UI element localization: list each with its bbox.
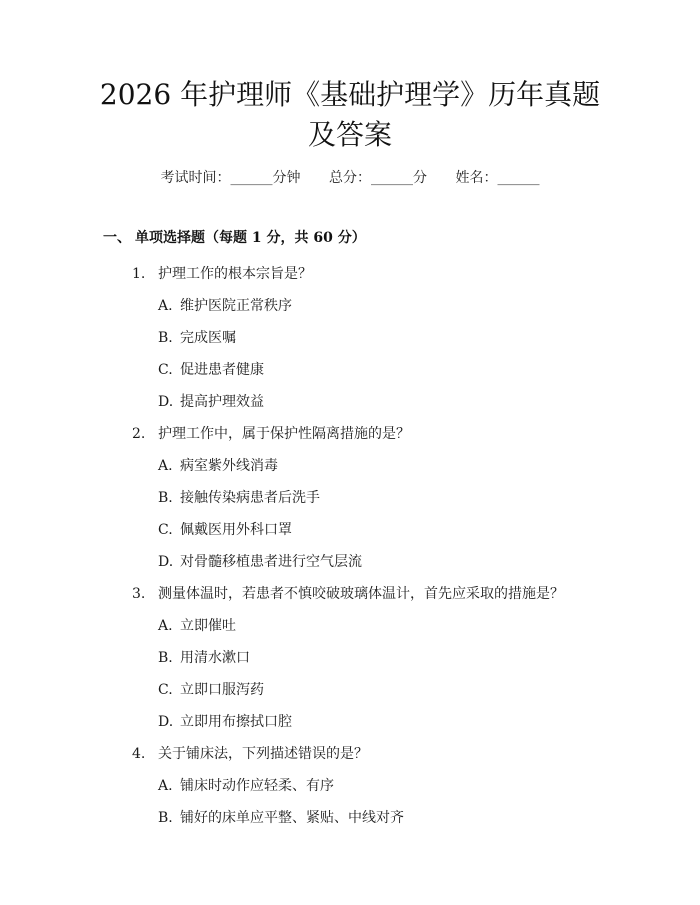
option-item [0, 610, 700, 642]
option-letter: C. [158, 362, 173, 378]
section-number: 一、 [103, 230, 131, 246]
option-letter: B. [158, 490, 173, 506]
question-number: 1. [132, 266, 146, 282]
option-text: 完成医嘱 [180, 330, 236, 346]
question-number: 2. [132, 426, 146, 442]
option-text: 铺好的床单应平整、紧贴、中线对齐 [180, 810, 404, 826]
section-title: 单项选择题（每题 1 分，共 60 分） [135, 230, 366, 246]
option-item [0, 482, 700, 514]
option-text: 接触传染病患者后洗手 [180, 490, 320, 506]
option-letter: B. [158, 330, 173, 346]
section-heading [103, 228, 366, 248]
option-letter: D. [158, 714, 174, 730]
document-title: 2026 年护理师《基础护理学》历年真题及答案 [99, 78, 601, 151]
option-item [0, 546, 700, 578]
option-text: 立即口服泻药 [180, 682, 264, 698]
option-letter: A. [158, 618, 173, 634]
option-text: 立即用布擦拭口腔 [180, 714, 292, 730]
option-letter: C. [158, 682, 173, 698]
question-text: 护理工作中，属于保护性隔离措施的是？ [158, 426, 410, 442]
option-item [0, 674, 700, 706]
total-score-field: 总分：______分 [329, 170, 427, 186]
option-text: 提高护理效益 [180, 394, 264, 410]
option-letter: A. [158, 778, 173, 794]
option-item [0, 642, 700, 674]
option-text: 铺床时动作应轻柔、有序 [180, 778, 334, 794]
option-item [0, 706, 700, 738]
option-letter: D. [158, 554, 174, 570]
question-item [0, 578, 700, 610]
option-letter: C. [158, 522, 173, 538]
question-text: 关于铺床法，下列描述错误的是？ [158, 746, 368, 762]
question-item [0, 738, 700, 770]
option-letter: B. [158, 650, 173, 666]
question-number: 4. [132, 746, 146, 762]
option-text: 维护医院正常秩序 [180, 298, 292, 314]
name-field: 姓名：______ [455, 170, 540, 186]
option-letter: A. [158, 298, 173, 314]
option-item [0, 354, 700, 386]
question-list [0, 258, 700, 834]
option-item [0, 386, 700, 418]
question-text: 测量体温时，若患者不慎咬破玻璃体温计，首先应采取的措施是？ [158, 586, 564, 602]
exam-time-field: 考试时间：______分钟 [160, 170, 301, 186]
option-item [0, 322, 700, 354]
option-text: 佩戴医用外科口罩 [180, 522, 292, 538]
question-item [0, 418, 700, 450]
question-number: 3. [132, 586, 146, 602]
option-item [0, 450, 700, 482]
option-text: 病室紫外线消毒 [180, 458, 278, 474]
option-letter: D. [158, 394, 174, 410]
option-text: 用清水漱口 [180, 650, 250, 666]
option-item [0, 802, 700, 834]
option-text: 对骨髓移植患者进行空气层流 [180, 554, 362, 570]
option-item [0, 770, 700, 802]
option-item [0, 290, 700, 322]
option-letter: B. [158, 810, 173, 826]
question-text: 护理工作的根本宗旨是？ [158, 266, 312, 282]
exam-info [0, 168, 700, 188]
question-item [0, 258, 700, 290]
option-letter: A. [158, 458, 173, 474]
option-text: 立即催吐 [180, 618, 236, 634]
option-item [0, 514, 700, 546]
option-text: 促进患者健康 [180, 362, 264, 378]
